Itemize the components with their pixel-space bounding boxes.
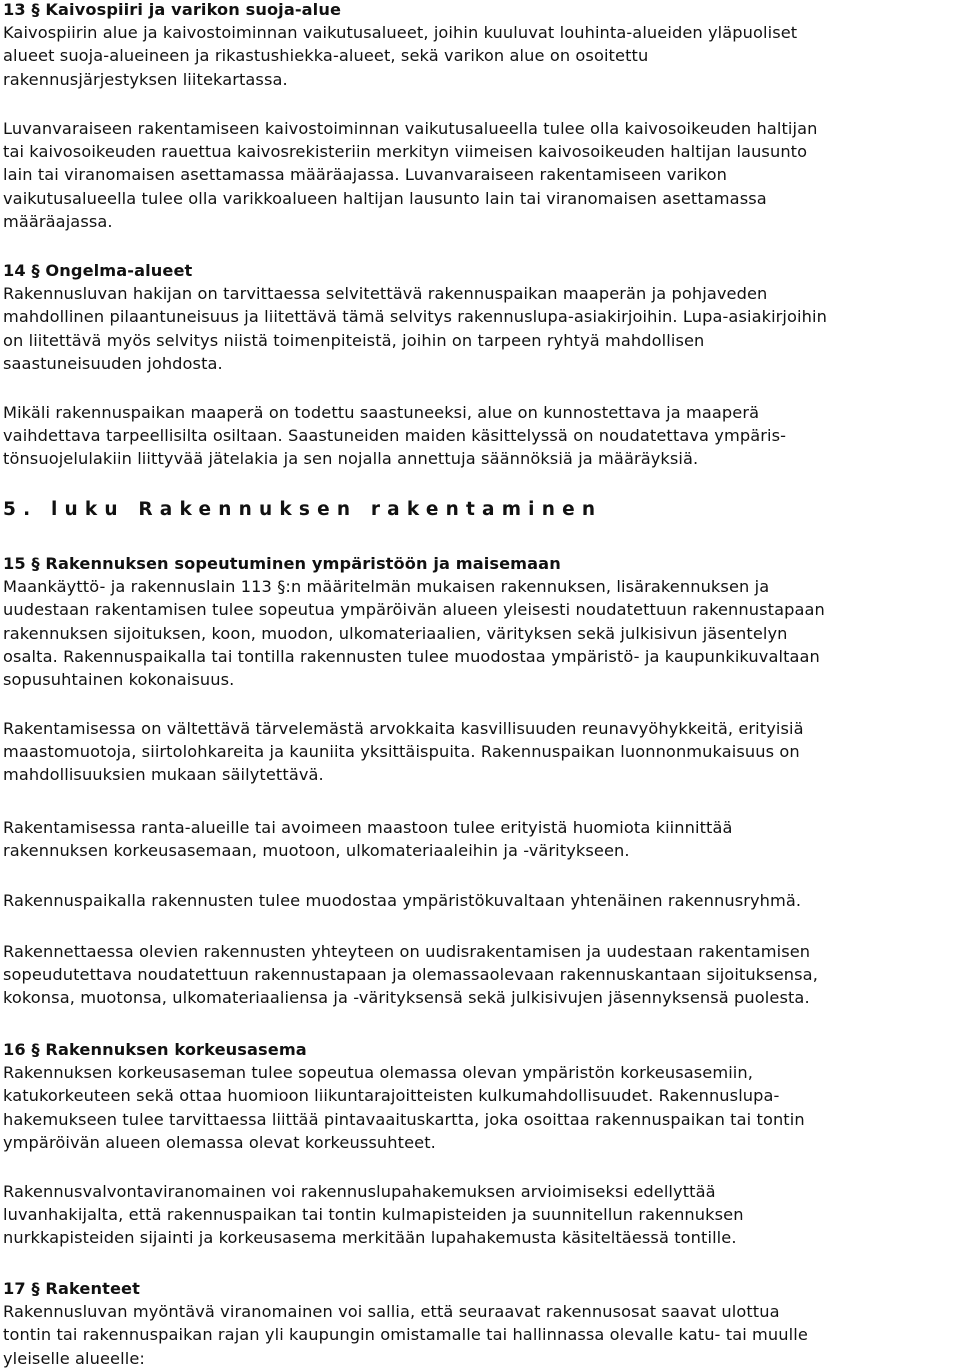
- paragraph-line: Rakennusluvan hakijan on tarvittaessa selvitettävä rakennuspaikan maaperän ja pohjaveden: [3, 284, 768, 304]
- section-heading: 17 § Rakenteet: [3, 1279, 140, 1298]
- paragraph-line: on liitettävä myös selvitys niistä toimenpiteistä, joihin on tarpeen ryhtyä mahdollisen: [3, 330, 705, 350]
- paragraph-line: mahdollisuuksien mukaan säilytettävä.: [3, 765, 324, 785]
- section-heading: 13 § Kaivospiiri ja varikon suoja-alue: [3, 0, 342, 19]
- paragraph: [3, 940, 958, 1010]
- paragraph: [3, 401, 958, 471]
- section-16: [3, 1038, 958, 1154]
- section-15: [3, 552, 958, 691]
- paragraph-line: mahdollinen pilaantuneisuus ja liitettävä tämä selvitys rakennuslupa-asiakirjoihin. Lupa-asiakirjoihin: [3, 307, 827, 327]
- chapter-heading: 5. luku Rakennuksen rakentaminen: [3, 499, 603, 520]
- paragraph-line: uudestaan rakentamisen tulee sopeutua ympäröivän alueen yleisesti noudatettuun rakennustapaan: [3, 600, 825, 620]
- section-13: [3, 0, 958, 91]
- paragraph-line: Mikäli rakennuspaikan maaperä on todettu saastuneeksi, alue on kunnostettava ja maaperä: [3, 403, 760, 422]
- paragraph-line: hakemukseen tulee tarvittaessa liittää pintavaaituskartta, joka osoittaa rakennuspaikan tai tontin: [3, 1109, 805, 1129]
- paragraph-line: luvanhakijalta, että rakennuspaikan tai tontin kulmapisteiden ja suunnitellun rakennuksen: [3, 1205, 744, 1225]
- paragraph-line: Rakennusluvan myöntävä viranomainen voi sallia, että seuraavat rakennusosat saavat ulottua: [3, 1302, 780, 1322]
- section-heading: 16 § Rakennuksen korkeusasema: [3, 1040, 307, 1059]
- paragraph-line: Rakennuspaikalla rakennusten tulee muodostaa ympäristökuvaltaan yhtenäinen rakennusryhmä.: [3, 891, 802, 910]
- paragraph-line: nurkkapisteiden sijainti ja korkeusasema merkitään lupahakemusta käsiteltäessä tontille.: [3, 1228, 737, 1248]
- paragraph-line: kokonsa, muotonsa, ulkomateriaaliensa ja -värityksensä sekä julkisivujen jäsennyksensä puolesta.: [3, 988, 810, 1008]
- section-heading: 14 § Ongelma-alueet: [3, 261, 193, 280]
- paragraph-line: katukorkeuteen sekä ottaa huomioon liikuntarajoitteisten kulkumahdollisuudet. Rakennuslupa-: [3, 1086, 780, 1106]
- paragraph-line: tönsuojelulakiin liittyvää jätelakia ja sen nojalla annettuja säännöksiä ja määräyksiä.: [3, 449, 699, 469]
- paragraph-line: saastuneisuuden johdosta.: [3, 353, 223, 373]
- paragraph-line: rakennuksen korkeusasemaan, muotoon, ulkomateriaaleihin ja -väritykseen.: [3, 841, 630, 861]
- paragraph-line: Rakennuksen korkeusaseman tulee sopeutua olemassa olevan ympäristön korkeusasemiin,: [3, 1063, 754, 1083]
- paragraph-line: rakennuksen sijoituksen, koon, muodon, ulkomateriaalien, värityksen sekä julkisivun jäsentelyn: [3, 623, 788, 643]
- paragraph: [3, 117, 958, 233]
- paragraph-line: vaihdettava tarpeellisilta osiltaan. Saastuneiden maiden käsittelyssä on noudatettava ympäris-: [3, 426, 787, 446]
- section-14: [3, 259, 958, 375]
- paragraph: [3, 889, 958, 912]
- paragraph: [3, 816, 958, 862]
- paragraph-line: tai kaivosoikeuden rauettua kaivosrekisteriin merkityn viimeisen kaivosoikeuden haltijan lausunto: [3, 142, 808, 162]
- paragraph-line: vaikutusalueella tulee olla varikkoalueen haltijan lausunto lain tai viranomaisen asettamassa: [3, 188, 767, 208]
- paragraph-line: sopeudutettava noudatettuun rakennustapaan ja olemassaolevaan rakennuskantaan sijoituksensa,: [3, 965, 818, 985]
- paragraph-line: ympäröivän alueen olemassa olevat korkeussuhteet.: [3, 1132, 436, 1152]
- paragraph-line: rakennusjärjestyksen liitekartassa.: [3, 69, 288, 89]
- paragraph-line: Rakennusvalvontaviranomainen voi rakennuslupahakemuksen arvioimiseksi edellyttää: [3, 1182, 716, 1201]
- paragraph: [3, 1180, 958, 1250]
- paragraph-line: alueet suoja-alueineen ja rikastushiekka-alueet, sekä varikon alue on osoitettu: [3, 46, 649, 66]
- paragraph-line: osalta. Rakennuspaikalla tai tontilla rakennusten tulee muodostaa ympäristö- ja kaupunkikuvaltaan: [3, 646, 820, 666]
- paragraph: [3, 717, 958, 787]
- paragraph-line: Luvanvaraiseen rakentamiseen kaivostoiminnan vaikutusalueella tulee olla kaivosoikeuden haltijan: [3, 119, 818, 138]
- paragraph-line: Rakentamisessa on vältettävä tärvelemästä arvokkaita kasvillisuuden reunavyöhykkeitä, erityisiä: [3, 719, 804, 738]
- paragraph-line: määräajassa.: [3, 211, 113, 231]
- paragraph-line: maastomuotoja, siirtolohkareita ja kauniita yksittäispuita. Rakennuspaikan luonnonmukaisuus on: [3, 742, 800, 762]
- paragraph-line: lain tai viranomaisen asettamassa määräajassa. Luvanvaraiseen rakentamiseen varikon: [3, 165, 728, 185]
- paragraph-line: Rakennettaessa olevien rakennusten yhteyteen on uudisrakentamisen ja uudestaan rakentamisen: [3, 942, 811, 961]
- paragraph-line: yleiselle alueelle:: [3, 1348, 145, 1368]
- section-17: [3, 1277, 958, 1370]
- paragraph-line: Kaivospiirin alue ja kaivostoiminnan vaikutusalueet, joihin kuuluvat louhinta-alueiden yläpuoliset: [3, 23, 798, 43]
- paragraph-line: sopusuhtainen kokonaisuus.: [3, 669, 235, 689]
- paragraph-line: tontin tai rakennuspaikan rajan yli kaupungin omistamalle tai hallinnassa olevalle katu- tai muulle: [3, 1325, 808, 1345]
- paragraph-line: Maankäyttö- ja rakennuslain 113 §:n määritelmän mukaisen rakennuksen, lisärakennuksen ja: [3, 577, 770, 597]
- paragraph-line: Rakentamisessa ranta-alueille tai avoimeen maastoon tulee erityistä huomiota kiinnittää: [3, 818, 733, 837]
- section-heading: 15 § Rakennuksen sopeutuminen ympäristöön ja maisemaan: [3, 554, 561, 573]
